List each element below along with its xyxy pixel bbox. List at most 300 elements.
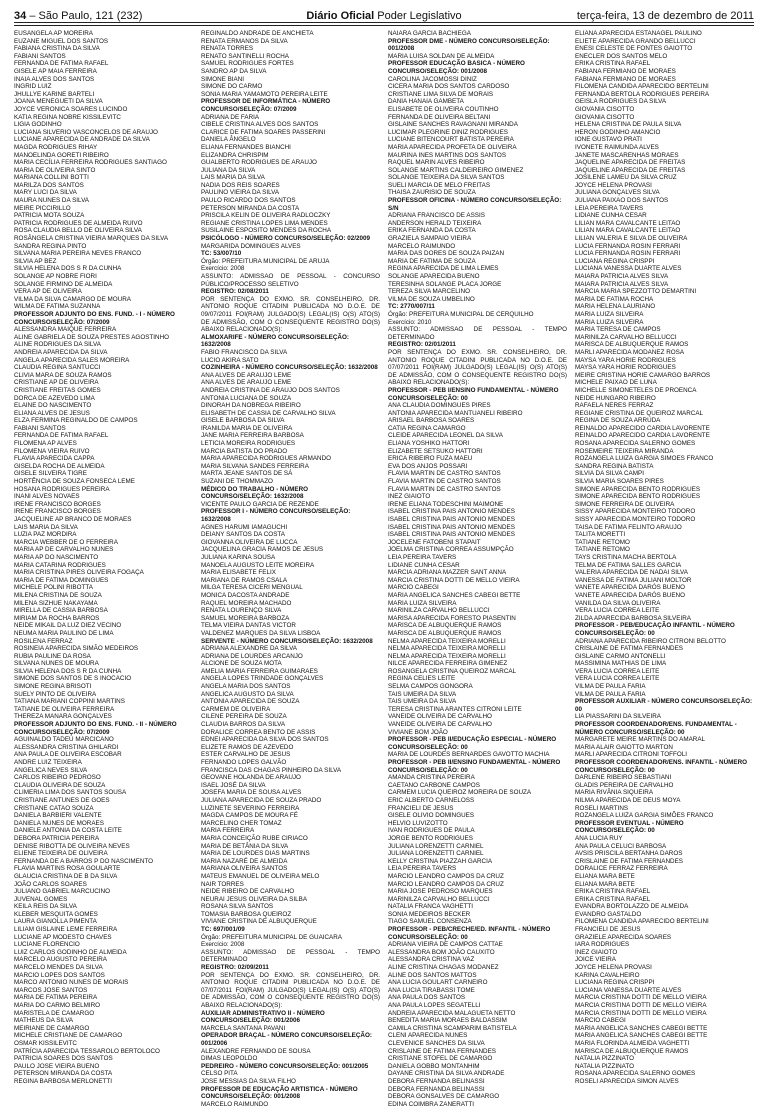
name-entry: JANETE MASCARENHAS MORAES	[575, 151, 679, 159]
journal-section: Poder Legislativo	[377, 10, 462, 22]
content-columns	[14, 30, 754, 1108]
name-entry: DIMAS LEOPOLDO	[201, 1055, 258, 1063]
section-heading: PROFESSOR ADJUNTO DO ENS. FUND. - I - NÚMERO CONCURSO/SELEÇÃO: 07/2009	[14, 310, 175, 326]
name-entry: REINALDO APARECIDO CARDIA LAVORENTE	[575, 424, 710, 432]
name-entry: ZILDA APARECIDA BARBOSA SILVEIRA	[575, 614, 691, 622]
name-entry: VANETE APARECIDA DARÓS BUENO	[575, 584, 685, 592]
name-entry: LUCIANE AP MODESTO CHAVES	[14, 933, 112, 941]
section-heading: TC: 697/001/09	[201, 926, 245, 934]
name-entry: SOLANGE MARTINS CALDEIREIRO GIMENEZ	[388, 166, 524, 174]
name-entry: REGINA BARBOSA MERLONETTI	[14, 1077, 112, 1085]
name-entry: CRISTIANE LIMA SILVA DE MORAIS	[388, 90, 494, 98]
name-entry: MARIA AP DO NASCIMENTO	[14, 553, 99, 561]
name-entry: IRANILDA MARIA DE OLIVEIRA	[201, 424, 293, 432]
name-entry: PATRICIA SOARES DOS SANTOS	[14, 1055, 113, 1063]
name-entry: ALESSANDRA CRISTINA VAZ	[388, 956, 475, 964]
name-entry: MARILZA DOS SANTOS	[14, 181, 84, 189]
name-entry: LIGIA GODINHO	[14, 121, 62, 129]
name-entry: JULIANA LORENZETTI CARNIEL	[388, 842, 484, 850]
name-entry: SIMONE APARECIDA BENTO RODRIGUES	[575, 485, 701, 493]
name-entry: LUZIA PAZ MORDIRA	[14, 531, 77, 539]
name-entry: MARCELO RAIMUNDO	[201, 1100, 269, 1108]
name-entry: MICHELE POLINI RIBOTTA	[14, 584, 93, 592]
name-entry: FLAVIA MARTIN DE CASTRO SANTOS	[388, 478, 501, 486]
name-entry: MATHEUS DA SILVA	[14, 1017, 74, 1025]
name-entry: ANA ALVES DE ARAUJO LEME	[201, 379, 292, 387]
name-entry: TATIANE DE OLIVEIRA FERREIRA	[14, 705, 115, 713]
name-entry: PRISCILA KELIN DE OLIVEIRA RADLOCZKY	[201, 212, 331, 220]
name-entry: SANDRA REGINA BATISTA	[575, 462, 654, 470]
name-entry: MAGDA CAMPOS DE MOURA FÉ	[201, 812, 298, 820]
name-entry: CAETANO CARBONE CAMPOS	[388, 781, 480, 789]
name-entry: NILCE APARECIDA FERREIRA GIMENEZ	[388, 660, 508, 668]
name-entry: EUZANE MIGUEL DOS SANTOS	[14, 37, 109, 45]
name-entry: ANGELA LOPES TRINDADE GONÇALVES	[201, 675, 324, 683]
name-entry: TAISA DE FATIMA FELINTO ARAUJO	[575, 523, 682, 531]
name-entry: ADRIANA FRANCISCO DE ASSIS	[388, 212, 485, 220]
name-entry: THEREZA MANARA GONÇALVES	[14, 713, 112, 721]
name-entry: DEBORA FERNANDA BELINASSI	[388, 1077, 485, 1085]
name-entry: MARCIO CABEGI	[575, 1017, 626, 1025]
name-entry: ELIANA ALVES DE JESUS	[14, 409, 90, 417]
name-entry: ALINE GABRIELA DE SOUZA PRESTES AGOSTINHO	[14, 333, 170, 341]
name-entry: FABIO FRANCISCO DA SILVA	[201, 348, 288, 356]
name-entry: ANGELICA NEVES SILVA	[14, 766, 88, 774]
name-entry: MARISCA DE ALBUQUERQUE RAMOS	[575, 1047, 689, 1055]
name-entry: FERNANDA DE A BARROS P DO NASCIMENTO	[14, 857, 154, 865]
name-entry: ANA PAULA DE OLIVEIRA ESCOBAR	[14, 751, 122, 759]
section-heading: TC: 2770/007/11	[388, 303, 435, 311]
name-entry: INGRID LUIZ	[14, 83, 52, 91]
name-entry: ADRIANA DE LOURDES ARCANJO	[201, 652, 303, 660]
name-entry: HELENA CRISTINA DE PAULA SILVA	[575, 121, 682, 129]
header-rule-thin	[14, 25, 754, 26]
name-entry: SANDRO AP DA SILVA	[201, 67, 267, 75]
name-entry: ELIANA MARA BETE	[575, 872, 635, 880]
name-entry: MAIARA PATRICIA ALVES SILVA	[575, 280, 669, 288]
name-entry: KLEBER MESQUITA GOMES	[14, 910, 98, 918]
section-heading: PEDREIRO - NÚMERO CONCURSO/SELEÇÃO: 001/2005	[201, 1062, 369, 1070]
text-column	[575, 30, 754, 1085]
name-entry: ROZANGELA LUIZA GARGIA SIMÕES FRANCO	[575, 812, 714, 820]
name-entry: DEIANY SANTOS DA COSTA	[201, 531, 285, 539]
name-entry: NATALIA FRANCA VAGHETTI	[388, 903, 474, 911]
name-entry: GLAUCIA CRISTINA DE B DA SILVA	[14, 872, 118, 880]
name-entry: ESTER CARVALHO DE JESUS	[201, 751, 291, 759]
name-entry: TATIANE RETOMO	[575, 546, 630, 554]
name-entry: LILIAM GISLAINE LEME FERREIRA	[14, 926, 118, 934]
name-entry: ROSANA APARECIDA SALERNO GOMES	[575, 1070, 696, 1078]
section-heading: PROFESSOR DME - NÚMERO CONCURSO/SELEÇÃO: 001/2008	[388, 37, 550, 53]
name-entry: MARISTELA DE CAMARGO	[14, 1009, 95, 1017]
name-entry: GISELE BARBOSA DA SILVA	[201, 417, 285, 425]
name-entry: ELIANA APARECIDA ESTANAGEL PAULINO	[575, 30, 702, 37]
name-entry: SOLANGE TEIXEIRA DA SILVA SANTOS	[388, 174, 505, 182]
name-entry: GLADIS PEREIRA DE CARVALHO	[575, 781, 674, 789]
section-heading: PROFESSOR DE INFORMÁTICA - NÚMERO CONCURSO/SELEÇÃO: 07/2009	[201, 98, 331, 113]
name-entry: FLAVIA MARTIN DE CASTRO SANTOS	[388, 470, 501, 478]
name-entry: JOYCE VERONICA SOARES LUCINDO	[14, 105, 128, 113]
name-entry: THAISA ZAURISIO DE SOUZA	[388, 189, 476, 197]
name-entry: DANIELA BARBIERI VALENTE	[14, 812, 102, 820]
name-entry: LAIS MARIA DA SILVA	[201, 174, 265, 182]
name-entry: MARIA HELENA LAURIANO	[575, 303, 656, 311]
name-entry: CRISLAINE DE FATIMA FERNANDES	[575, 645, 683, 653]
name-entry: MARIA JOSE PEDROSO MARQUES	[388, 888, 493, 896]
name-entry: IARA RODRIGUES	[575, 941, 630, 949]
name-entry: LUCIANA VANESSA DUARTE ALVES	[575, 265, 682, 273]
name-entry: MARTA JEANE SANTOS DE SÁ	[201, 470, 293, 478]
name-entry: FLAVIA APARECIDA CAPPA	[14, 455, 95, 463]
section-heading: PROFESSOR OFICINA - NÚMERO CONCURSO/SELEÇÃO: S/N	[388, 197, 562, 212]
body-paragraph: POR SENTENÇA DO EXMO. SR. CONSELHEIRO, DR. ANTONIO ROQUE CITADINI PUBLICADA NO D.O.E. DE 09/07/2011 FOI(RAM) JULGADO(S) LEGAL(IS) O(S) ATO(S) DE ADMISSÃO, COM O CONSEQUENTE REGISTRO DO(S) ABAIXO RELACIONADO(S):	[201, 295, 380, 334]
name-entry: GUALBERTO RODRIGUES DE ARAUJO	[201, 159, 317, 167]
name-entry: ISABEL CRISTINA PAIS ANTONIO MENDES	[388, 523, 515, 531]
name-entry: ERIKA FERNANDA DA COSTA	[388, 227, 476, 235]
section-heading: ALMOXARIFE - NÚMERO CONCURSO/SELEÇÃO: 1632/2008	[201, 333, 349, 349]
name-entry: SIMONE DO CARMO	[201, 83, 263, 91]
name-entry: LUCIANA REGINA CRISPPI	[575, 979, 655, 987]
name-entry: DEBORA FERNANDA BELINASSI	[388, 1085, 485, 1093]
name-entry: MARINILZA CARVALHO BELLUCCI	[388, 895, 490, 903]
name-entry: DORALICE CORREA BENTO DE ASSIS	[201, 728, 316, 736]
name-entry: MARGARIDA DOMINGUES ALVES	[201, 242, 301, 250]
name-entry: VANILDA DA SILVA OLIVEIRA	[575, 599, 661, 607]
name-entry: MARIANA COLLINI BOTTI	[14, 174, 89, 182]
header-rule	[14, 22, 754, 23]
name-entry: LUCIA FERNANDA ROSIN FERRARI	[575, 242, 681, 250]
name-entry: TAIS UMEIRA DA SILVA	[388, 690, 457, 698]
name-entry: REGINA APARECIDA DE LIMA LEMES	[388, 265, 499, 273]
name-entry: MARCIA ADRIANA MAZZER SANT ANNA	[388, 569, 507, 577]
name-entry: INAIA ALVES DOS SANTOS	[14, 75, 95, 83]
name-entry: SONIA MEDEIROS BECKER	[388, 910, 471, 918]
name-entry: FILOMENA CANDIDA APARECIDO BERTELINI	[575, 918, 709, 926]
name-entry: FERNANDA DE FATIMA RAFAEL	[14, 60, 109, 68]
section-heading: PROFESSOR - PEB/CRECHE/ED. INFANTIL - NÚMERO CONCURSO/SELEÇÃO: 00	[388, 926, 551, 941]
name-entry: JOÃO CARLOS SOARES	[14, 880, 87, 888]
name-entry: ISABEL CRISTINA PAIS ANTONIO MENDES	[388, 531, 515, 539]
name-entry: NEURAI JESUS OLIVEIRA DA SILBA	[201, 895, 308, 903]
name-entry: MARIA LUISA SOLDAN DE ALMEIDA	[388, 52, 495, 60]
name-entry: CIBELE CRISTINA ALVES DOS SANTOS	[201, 121, 319, 129]
name-entry: MARISCA DE ALBUQUERQUE RAMOS	[575, 341, 689, 349]
name-entry: CARMEM DE OLIVEIRA	[201, 705, 271, 713]
name-entry: ELIZETE RAMOS DE AZEVEDO	[201, 743, 294, 751]
name-entry: RUBIA PAULINE DA ROSA	[14, 652, 91, 660]
name-entry: LEIA PEREIRA TAVERS	[575, 204, 644, 212]
name-entry: HERON GODINHO AMANCIO	[575, 128, 661, 136]
name-entry: ELIZANDRA CHRISPIM	[201, 151, 269, 159]
name-entry: MARIA TERESA DE CAMPOS	[575, 326, 661, 334]
name-entry: SUELI MARCIA DE MELO FREITAS	[388, 181, 491, 189]
name-entry: MARLI APARECIDA CITRONI TOFFOLI	[575, 751, 687, 759]
name-entry: REGIANE CRISTINA LOPES LIMA MENDES	[201, 219, 328, 227]
name-entry: CATIA REGINA CAMARGO	[388, 424, 466, 432]
name-entry: PAULO JOSE VIEIRA BUENO	[14, 1062, 100, 1070]
name-entry: JULIANA GONÇALVES SILVA	[575, 189, 660, 197]
name-entry: FILOMENA AP ALVES	[14, 440, 77, 448]
name-entry: ANGELA MARIA DOS SANTOS	[201, 683, 291, 691]
name-entry: LUCIANE APARECIDA DE ANDRADE DA SILVA	[14, 136, 150, 144]
name-entry: ELISABETH DE CASSIA DE CARVALHO SILVA	[201, 409, 336, 417]
name-entry: ALEXANDRE FERNANDO DE SOUSA	[201, 1047, 311, 1055]
name-entry: KELLY CRISTINA PIAZZAH GARCIA	[388, 857, 493, 865]
name-entry: PATRICIA RODRIGUES DE ALMEIDA RUIVO	[14, 219, 143, 227]
name-entry: IVAN RODRIGUES DE PAULA	[388, 827, 475, 835]
name-entry: LEIA PEREIRA TAVERS	[388, 553, 457, 561]
name-entry: JANE MARIA FERREIRA BARBOSA	[201, 432, 304, 440]
name-entry: FERNANDO LOPES GALVÃO	[201, 759, 287, 766]
name-entry: LIA PIASSARINI DA SILVEIRA	[575, 713, 661, 721]
name-entry: CLAUDIA BARROS DA SILVA	[201, 721, 286, 729]
name-entry: SILVIA DA SILVA CAMPI	[575, 470, 644, 478]
name-entry: CRISTIANE AP DE OLIVEIRA	[14, 379, 99, 387]
name-entry: ELIENE TEIXEIRA DE OLIVEIRA	[14, 850, 108, 858]
name-entry: MARIA LUIZA SILVEIRA	[575, 310, 644, 318]
name-entry: NADIA DOS REIS SOARES	[201, 181, 280, 189]
name-entry: MAURINA INES MARTINS DOS SANTOS	[388, 151, 507, 159]
name-entry: MAURA NUNES DA SILVA	[14, 197, 89, 205]
name-entry: JORGE BENTO RODRIGUES	[388, 834, 473, 842]
name-entry: ANDERSON HERALD TEIXEIRA	[388, 219, 482, 227]
name-entry: TELMA DE FATIMA SALLES GARCIA	[575, 561, 682, 569]
name-entry: IRENE FRANCISCO BORGES	[14, 508, 101, 516]
name-entry: JOICE VIEIRA	[575, 956, 616, 964]
name-entry: ISABEL CRISTINA PAIS ANTONIO MENDES	[388, 516, 515, 523]
name-entry: MARCELO AUGUSTO PEREIRA	[14, 956, 107, 964]
name-entry: MARIA DE FATIMA ROCHA	[575, 295, 654, 303]
name-entry: ROSINEIA APARECIDA SIMÃO MEDEIROS	[14, 645, 139, 653]
body-paragraph: ASSUNTO: ADMISSAO DE PESSOAL - TEMPO DETERMINADO	[388, 326, 567, 341]
section-heading: PROFESSOR - PEB/EDUCAÇÃO INFANTIL - NÚMERO CONCURSO/SELEÇÃO: 00	[575, 622, 735, 637]
body-paragraph: ASSUNTO: ADMISSAO DE PESSOAL - CONCURSO PÚBLICO/PROCESSO SELETIVO	[201, 273, 380, 288]
name-entry: ELAINE DO NASCIMENTO	[14, 402, 92, 410]
name-entry: SUELY PINTO DE OLIVEIRA	[14, 690, 97, 698]
name-entry: JAQUELINE APARECIDA DE FREITAS	[575, 166, 686, 174]
name-entry: CICERA MARIA DOS SANTOS CARDOSO	[388, 83, 510, 91]
name-entry: LUCIANA REGINA CRISPPI	[575, 257, 655, 265]
name-entry: CRISTIANE CATAO SOUZA	[14, 804, 94, 812]
name-entry: SELMA CAMPOS GONGORA	[388, 683, 473, 691]
name-entry: JOYCE HELENA PROVASI	[575, 964, 652, 972]
section-heading: REGISTRO: 02/09/2011	[201, 964, 269, 972]
name-entry: MILENA CRISTINA DE SOUZA	[14, 591, 102, 599]
name-entry: GIOVANNA OLIVEIRA DE LUCCA	[201, 538, 298, 546]
name-entry: VICENTE PAULO GARCIA DE REZENDE	[201, 500, 319, 508]
name-entry: JULIANA DA SILVA	[201, 166, 256, 174]
name-entry: MARIA DE LOURDES DIAS MARTINS	[201, 850, 310, 858]
name-entry: REINALDO APARECIDO CARDIA LAVORENTE	[575, 432, 710, 440]
section-heading: PROFESSOR EDUCAÇÃO BASICA - NÚMERO CONCURSO/SELEÇÃO: 001/2008	[388, 60, 525, 75]
name-entry: MEIRE CRISTINA HORIE CAMARGO BARROS	[575, 371, 711, 379]
name-entry: RENATA TORRES	[201, 45, 254, 53]
name-entry: LUCIA FERNANDA ROSIN FERRARI	[575, 250, 681, 258]
name-entry: EDINA COIMBRA ZANERATTI	[388, 1100, 474, 1108]
name-entry: ANA LUCIA TIRABASSI TOME	[388, 986, 475, 994]
name-entry: MICHELE CRISTIANE DE CAMARGO	[14, 1032, 123, 1040]
name-entry: NELMA APARECIDA TEIXEIRA MORELLI	[388, 637, 506, 645]
name-entry: REGINA DE SOUZA ARRUDA	[575, 417, 661, 425]
location-issue: – São Paulo, 121 (232)	[29, 10, 143, 22]
body-paragraph: Exercício: 2008	[201, 265, 245, 273]
name-entry: SOLANGE AP NOBRE FIORI	[14, 273, 97, 280]
name-entry: MIRELLA DE CASSIA BARBOSA	[14, 607, 108, 615]
name-entry: ANA ALVES DE ARAUJO LEME	[201, 371, 292, 379]
name-entry: VILMA DE PAULA FARIA	[575, 683, 646, 691]
name-entry: ANA PAULA CELUCI BARBOSA	[575, 842, 667, 850]
name-entry: VANETE APARECIDA DARÓS BUENO	[575, 591, 685, 599]
name-entry: MARIA FERREIRA	[201, 827, 255, 835]
name-entry: MARIA DE LOURDES BERNARDES GAVOTTO MACHIA	[388, 751, 550, 759]
name-entry: SILVANA NUNES DE MOURA	[14, 660, 99, 668]
name-entry: HORTÊNCIA DE SOUZA FONSECA LEME	[14, 478, 135, 486]
name-entry: MARCIA BATISTA DO PRADO	[201, 447, 288, 455]
section-heading: PROFESSOR EVENTUAL - NÚMERO CONCURSO/SELEÇÃO: 00	[575, 819, 684, 835]
name-entry: SONIA MARIA YAMAMOTO PEREIRA LEITE	[201, 90, 328, 98]
name-entry: SAMUEL MOREIRA BARBOZA	[201, 614, 290, 622]
name-entry: SOLANGE APARECIDA BUENO	[388, 273, 480, 280]
name-entry: MILENA SIZHUE NAKAYAMA	[14, 599, 98, 607]
name-entry: VERA AP DE OLIVEIRA	[14, 288, 82, 296]
name-entry: NEUMA MARIA PAULINO DE LIMA	[14, 629, 114, 637]
name-entry: VALDENEZ MARQUES DA SILVA LISBOA	[201, 629, 321, 637]
section-heading: PROFESSOR COORDENADOR/ENS. INFANTIL - NÚMERO CONCURSO/SELEÇÃO: 00	[575, 759, 748, 774]
name-entry: VIVIANE CRISTINA DE ALBUQUERQUE	[201, 918, 317, 926]
name-entry: MONICA DACOSTA ANDRADE	[201, 591, 290, 599]
name-entry: GRAZIELA SAMPAIO VIEIRA	[388, 235, 472, 243]
name-entry: ELIANA FERNANDES BIANCHI	[201, 143, 291, 151]
name-entry: ELISABETE DE OLIVEIRA COUTINHO	[388, 105, 499, 113]
name-entry: GIOVANIA CISOTTO	[575, 113, 635, 121]
name-entry: ALESSANDRA CRISTINA GHILARDI	[14, 743, 119, 751]
body-paragraph: Órgão: PREFEITURA MUNICIPAL DE ARUJA	[201, 257, 330, 265]
section-heading: REGISTRO: 02/08/2011	[201, 288, 269, 296]
name-entry: MARIA DE OLIVEIRA SINTO	[14, 166, 96, 174]
name-entry: ROSANGELA CRISTINA QUEIROZ MARCAL	[388, 667, 517, 675]
name-entry: IRENE ELIANA TODESCHINI MAIMONE	[388, 500, 504, 508]
name-entry: GISELDA ROCHA DE ALMEIDA	[14, 462, 105, 470]
name-entry: LUCIANA VANESSA DUARTE ALVES	[575, 986, 682, 994]
name-entry: ROSANA APARECIDA SALERNO GOMES	[575, 440, 696, 448]
name-entry: ANDREIA CRISTINA DE ARAUJO DOS SANTOS	[201, 386, 340, 394]
name-entry: MARIA DE FATIMA DE SOUZA	[388, 257, 476, 265]
name-entry: MARCIO CABEGI	[388, 584, 439, 592]
name-entry: DEBORA GONSALVES DE CAMARGO	[388, 1093, 500, 1101]
name-entry: ANA LUCIA RUY	[575, 834, 623, 842]
name-entry: MARCIA WEBBER DE O FERREIRA	[14, 538, 118, 546]
name-entry: TERESINHA SOLANGE PLACA JORGE	[388, 280, 502, 288]
name-entry: FRANCIELI DE JESUS	[388, 804, 454, 812]
name-entry: ELZA FERMINA REGINALDO DE CAMPOS	[14, 417, 138, 425]
name-entry: FERNANDA DE FATIMA RAFAEL	[14, 432, 109, 440]
name-entry: VIVIANE BOM JOÃO	[388, 728, 448, 736]
name-entry: FILOMENA VIEIRA RUIVO	[14, 447, 90, 455]
name-entry: VERA LUCIA CORREA LEITE	[575, 667, 660, 675]
name-entry: MARIA DO CARMO BELMIRO	[14, 1002, 101, 1009]
name-entry: GISLAINE SANCHES RAVAGNANI MIRANDA	[388, 121, 518, 129]
name-entry: NAIARA GARCIA BACHIEGA	[388, 30, 471, 37]
name-entry: NEIDE HUNGARO RIBEIRO	[575, 394, 656, 402]
name-entry: VANEIDE OLIVEIRA DE CARVALHO	[388, 721, 492, 729]
name-entry: FABIANI SANTOS	[14, 52, 66, 60]
name-entry: ELIANA YOSHIKO HATTORI	[388, 440, 470, 448]
name-entry: CARLOS RIBEIRO PEDROSO	[14, 774, 101, 782]
name-entry: ISAEL JOSÉ DA SILVA	[201, 781, 266, 789]
name-entry: TALITA MORETTI	[575, 531, 626, 539]
section-heading: PSICÓLOGO - NÚMERO CONCURSO/SELEÇÃO: 02/2009	[201, 235, 370, 243]
name-entry: CAMILA CRISTINA SCAMPARIM BATISTELA	[388, 1024, 517, 1032]
name-entry: AMELIA MARIA FERREIRA GUIMARAES	[201, 667, 318, 675]
name-entry: SIMONE BIANI	[201, 75, 245, 83]
name-entry: TATIANA MARIANI COPPINI MARTINS	[14, 698, 125, 706]
name-entry: TERESA CRISTINA ARANTES CITRONI LEITE	[388, 705, 522, 713]
name-entry: TATIANE RETOMO	[575, 538, 630, 546]
name-entry: INEZ GIAIOTO	[575, 948, 618, 956]
name-entry: MARIA ANGELICA SANCHES CABEGI BETTE	[388, 591, 521, 599]
name-entry: ROSANA SILVA SANTOS	[201, 903, 274, 911]
name-entry: GEOVANE HOLANDA DE ARAUJO	[201, 774, 301, 782]
text-column	[388, 30, 567, 1108]
name-entry: CRISLAINE DE FATIMA FERNANDES	[575, 857, 683, 865]
name-entry: JOANA MENEGUETI DA SILVA	[14, 98, 103, 106]
name-entry: RAQUEL MOREIRA MACHADO	[201, 599, 292, 607]
name-entry: FABIANA FERMIANO DE MORAES	[575, 67, 676, 75]
name-entry: NEIDE RIBEIRO DE CARVALHO	[201, 888, 295, 896]
name-entry: MARIA SILVANA SANDES FERREIRA	[201, 462, 309, 470]
name-entry: VANEIDE OLIVEIRA DE CARVALHO	[388, 713, 492, 721]
name-entry: MARLI APARECIDA MODANEZ ROSA	[575, 348, 685, 356]
name-entry: ANA PAULA DOS SANTOS	[388, 994, 466, 1002]
name-entry: CLEVENICE SANCHES DA SILVA	[388, 1039, 485, 1047]
name-entry: ROSELI APARECIDA SIMON ALVES	[575, 1077, 679, 1085]
name-entry: DAYANE CRISTINA DA SILVA ANDRADE	[388, 1070, 505, 1078]
name-entry: KEILA REIS DA SILVA	[14, 903, 77, 911]
name-entry: JULIANO GABRIEL MARCUCINO	[14, 888, 110, 896]
name-entry: MEIRE PICCIRILLO	[14, 204, 71, 212]
name-entry: ANDREIA APARECIDA DA SILVA	[14, 348, 108, 356]
name-entry: EVANDRO GASTALDO	[575, 910, 642, 918]
name-entry: ELIETE APARECIDA GRANDO BELLUCCI	[575, 37, 696, 45]
name-entry: ELIANA MARA BETE	[575, 880, 635, 888]
name-entry: SANDRA REGINA PINTO	[14, 242, 87, 250]
name-entry: ROZANGELA LUIZA GARGIA SIMOES FRANCO	[575, 455, 714, 463]
name-entry: ARISAEL BARBOSA SOARES	[388, 417, 475, 425]
name-entry: ERICA RIBEIRO FUZA MAEU	[388, 455, 473, 463]
name-entry: EUSANGELA AP MOREIRA	[14, 30, 93, 37]
name-entry: MARCIO LEANDRO CAMPOS DA CRUZ	[388, 872, 504, 880]
name-entry: VILMA DE PAULA FARIA	[575, 690, 646, 698]
name-entry: MARCIA CRISTINA DOTTI DE MELLO VIEIRA	[575, 1009, 707, 1017]
name-entry: MIRIAM DA ROCHA BARROS	[14, 614, 100, 622]
name-entry: AGUINALDO TADEU MARCICANO	[14, 736, 114, 744]
name-entry: MARIA DE BETÂNIA DA SILVA	[201, 842, 289, 850]
name-entry: CILENE PEREIRA DE SOUZA	[201, 713, 287, 721]
name-entry: RAFAELA NERES FERRAZ	[575, 402, 654, 410]
name-entry: ERIKA CRISTINA RAFAEL	[575, 895, 651, 903]
name-entry: SISSY APARECIDA MONTEIRO TODORO	[575, 516, 696, 523]
page-number: 34	[14, 10, 27, 22]
name-entry: ROSÂNGELA CRISTINA VIEIRA MARQUES DA SILVA	[14, 235, 169, 243]
name-entry: LAURA GIANOLLA PIMENTA	[14, 918, 97, 926]
name-entry: MARIA ALAIR GAIOTTO MARTON	[575, 743, 673, 751]
name-entry: LUIZ CARLOS GODINHO DE ALMEIDA	[14, 948, 127, 956]
section-heading: PROFESSOR DE EDUCAÇÃO ARTISTICA - NÚMERO CONCURSO/SELEÇÃO: 001/2008	[201, 1085, 358, 1101]
name-entry: MARIA DAS DORES DE SOUZA PAIZAN	[388, 250, 505, 258]
name-entry: NATALIA PIZZINATO	[575, 1055, 635, 1063]
name-entry: ADRIANA ALEXANDRE DA SILVA	[201, 645, 298, 653]
name-entry: AGNES HARUMI IAMAGUCHI	[201, 523, 288, 531]
